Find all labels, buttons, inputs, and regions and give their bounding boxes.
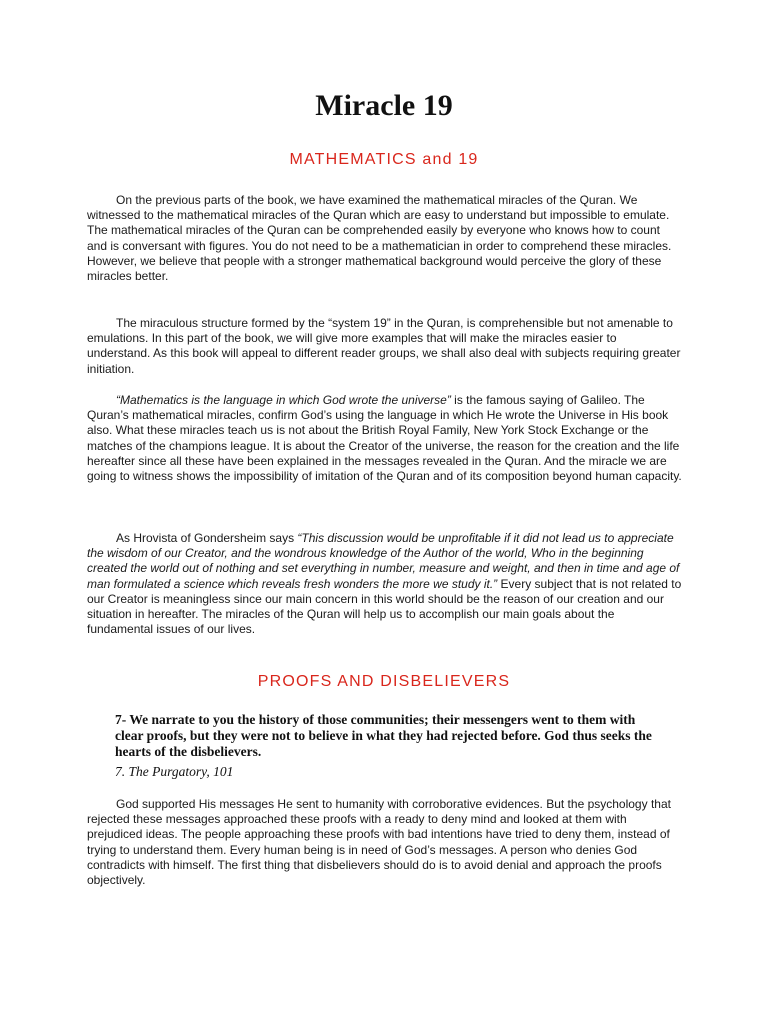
paragraph-text: God supported His messages He sent to humanity with corroborative evidences. But the psychology that rejected these messages approached these proofs with a ready to deny mind and looked at them with prejudiced ideas. The people approaching these proofs with bad intentions have tried to deny them, instead of trying to understand them. Every human being is in need of God’s messages. A person who denies God contradicts with himself. The first thing that disbelievers should do is to avoid denial and approach the proofs objectively. bbox=[87, 797, 671, 888]
paragraph-text: is the famous saying of Galileo. The Quran’s mathematical miracles, confirm God’s using the language in which He wrote the Universe in His book also. What these miracles teach us is not about the British Royal Family, New York Stock Exchange or the matches of the champions league. It is about the Creator of the universe, the reason for the creation and the life hereafter since all these have been explained in the messages revealed in the Quran. And the miracle we are going to witness shows the impossibility of imitation of the Quran and of its composition beyond human capacity. bbox=[87, 393, 682, 484]
paragraph bbox=[87, 531, 683, 637]
paragraph bbox=[87, 193, 683, 284]
paragraph bbox=[87, 316, 683, 377]
paragraph bbox=[87, 393, 683, 484]
section-heading-proofs: PROOFS AND DISBELIEVERS bbox=[257, 673, 511, 690]
paragraph bbox=[87, 797, 683, 888]
paragraph-text: On the previous parts of the book, we have examined the mathematical miracles of the Quran. We witnessed to the mathematical miracles of the Quran which are easy to understand but impossible to emulate. The mathematical miracles of the Quran can be comprehended easily by everyone who knows how to count and is conversant with figures. You do not need to be a mathematician in order to comprehend these miracles. However, we believe that people with a stronger mathematical background would perceive the glory of these miracles better. bbox=[87, 193, 672, 284]
page-title: Miracle 19 bbox=[315, 89, 453, 122]
verse-quote: 7- We narrate to you the history of those communities; their messengers went to them with clear proofs, but they were not to believe in what they had rejected before. God thus seeks the hearts of the disbelievers. bbox=[115, 712, 652, 759]
paragraph-lead: As Hrovista of Gondersheim says bbox=[116, 531, 298, 545]
section-heading-mathematics: MATHEMATICS and 19 bbox=[289, 151, 479, 168]
paragraph-text: Every subject that is not related to our Creator is meaningless since our main concern in this world should be the reason of our creation and our situation in hereafter. The miracles of the Quran will help us to accomplish our main goals about the fundamental issues of our lives. bbox=[87, 576, 682, 637]
hrovista-quote: “This discussion would be unprofitable if it did not lead us to appreciate the wisdom of our Creator, and the wondrous knowledge of the Author of the world, Who in the beginning created the world out of nothing and set everything in number, measure and weight, and then in time and age of man formulated a science which reveals fresh wonders the more we study it.” bbox=[87, 531, 680, 591]
paragraph-text: The miraculous structure formed by the “system 19” in the Quran, is comprehensible but not amenable to emulations. In this part of the book, we will give more examples that will make the miracles easier to understand. As this book will appeal to different reader groups, we shall also deal with subjects requiring greater initiation. bbox=[87, 316, 681, 376]
verse-reference: 7. The Purgatory, 101 bbox=[115, 764, 234, 779]
galileo-quote: “Mathematics is the language in which God wrote the universe” bbox=[116, 393, 451, 407]
